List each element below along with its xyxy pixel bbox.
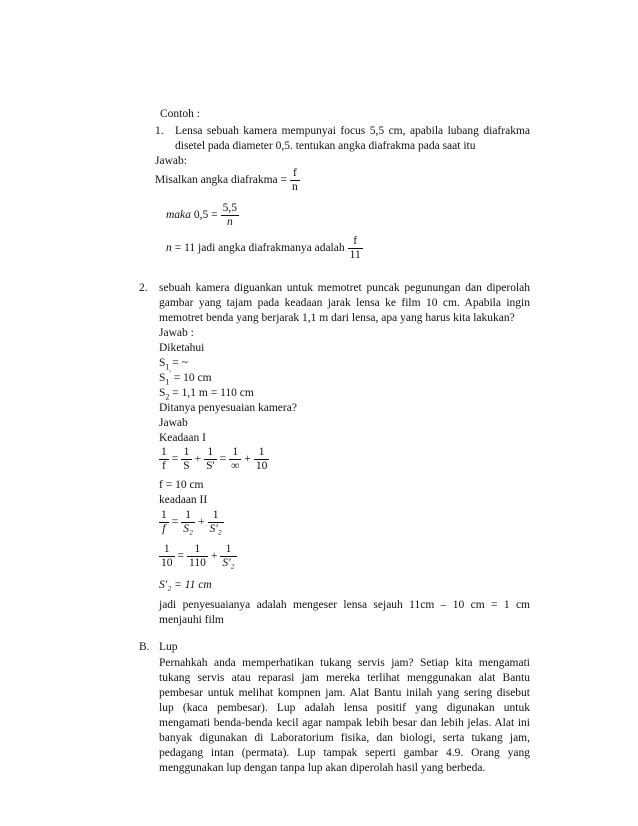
denominator: n bbox=[291, 181, 298, 193]
paragraph-line: tukang servis atau reparasi jam mereka terlihat menggunakan alat Bantu bbox=[159, 672, 530, 684]
formula-maka bbox=[166, 202, 239, 229]
formula-text: = 11 jadi angka diafrakmanya adalah bbox=[174, 242, 345, 255]
formula-result bbox=[166, 235, 363, 262]
lens-equation-case-1 bbox=[159, 446, 269, 473]
fraction bbox=[348, 235, 363, 262]
fraction bbox=[159, 543, 175, 570]
numerator: 1 bbox=[208, 509, 224, 523]
plus-sign: + bbox=[210, 550, 218, 563]
denominator: S₂ bbox=[183, 523, 193, 535]
numerator: 1 bbox=[161, 509, 167, 521]
conclusion-line: jadi penyesuaianya adalah mengeser lensa sejauh 11cm – 10 cm = 1 cm bbox=[159, 599, 530, 611]
fraction bbox=[220, 543, 236, 570]
case-1-result: f = 10 cm bbox=[159, 479, 204, 491]
numerator: 1 bbox=[187, 543, 208, 557]
known-label: Diketahui bbox=[159, 342, 205, 354]
answer-label: Jawab: bbox=[155, 155, 187, 167]
paragraph-line: Pernahkah anda memperhatikan tukang servis jam? Setiap kita mengamati bbox=[159, 657, 530, 669]
denominator: 11 bbox=[349, 249, 361, 261]
symbol: S bbox=[159, 387, 166, 399]
numerator: f bbox=[290, 167, 300, 181]
subscript: 1 bbox=[165, 362, 170, 372]
equals-sign: = bbox=[171, 516, 179, 529]
equals-sign: = bbox=[219, 453, 227, 466]
value: = 1,1 m = 110 cm bbox=[169, 387, 254, 399]
equals-sign: = bbox=[177, 550, 184, 563]
numerator: 1 bbox=[229, 446, 241, 460]
list-number: 2. bbox=[139, 282, 148, 294]
formula-text: maka bbox=[166, 209, 191, 222]
case-heading: keadaan II bbox=[159, 494, 208, 506]
known-s1 bbox=[159, 356, 188, 371]
fraction bbox=[204, 446, 216, 473]
equals-sign: = bbox=[171, 453, 179, 466]
value: = 10 cm bbox=[170, 372, 212, 384]
paragraph-line: pembesar untuk melihat kompnen jam. Alat Bantu inilah yang sering disebut bbox=[159, 687, 530, 699]
symbol: S bbox=[159, 372, 166, 384]
paragraph-line: lup (kaca pembesar). Lup adalah lensa positif yang digunakan untuk bbox=[159, 702, 530, 714]
denominator: 10 bbox=[161, 557, 173, 569]
answer-label: Jawab bbox=[159, 417, 188, 429]
paragraph-line: banyak digunakan di Laboratorium fisika, dan biologi, serta tukang jam, bbox=[159, 732, 530, 744]
fraction bbox=[254, 446, 270, 473]
problem-line: Lensa sebuah kamera mempunyai focus 5,5 cm, apabila lubang diafrakma bbox=[175, 125, 530, 137]
denominator: S'₂ bbox=[222, 557, 235, 569]
asked-line: Ditanya penyesuaian kamera? bbox=[159, 402, 297, 414]
denominator: f bbox=[162, 523, 166, 535]
paragraph-line: pedagang intan (permata). Lup tampak seperti gambar 4.9. Orang yang bbox=[159, 747, 530, 759]
section-label: B. bbox=[139, 641, 150, 653]
denominator: 110 bbox=[189, 557, 206, 569]
value: = ~ bbox=[169, 357, 188, 369]
problem-line: disetel pada diameter 0,5. tentukan angka diafrakma pada saat itu bbox=[175, 140, 476, 152]
numerator: 1 bbox=[159, 543, 175, 557]
fraction bbox=[208, 509, 224, 536]
lens-equation-case-2-values bbox=[159, 543, 237, 570]
paragraph-line: mengamati benda-benda kecil agar nampak lebih besar dan lebih jelas. Alat ini bbox=[159, 717, 530, 729]
problem-line: sebuah kamera diguankan untuk memotret puncak pegunungan dan diperolah bbox=[159, 282, 530, 294]
lens-equation-case-2 bbox=[159, 509, 224, 536]
case-2-result: S'₂ = 11 cm bbox=[159, 579, 212, 591]
known-s1-prime bbox=[159, 371, 212, 386]
fraction bbox=[159, 446, 169, 473]
formula-diafrakma bbox=[155, 167, 300, 194]
plus-sign: + bbox=[198, 516, 205, 529]
denominator: f bbox=[161, 460, 166, 472]
list-number: 1. bbox=[155, 125, 164, 137]
fraction bbox=[187, 543, 208, 570]
known-s2 bbox=[159, 386, 254, 401]
paragraph-line: menggunakan lup dengan tanpa lup akan diperolah hasil yang berbeda. bbox=[159, 762, 486, 774]
denominator: S' bbox=[206, 460, 215, 472]
numerator: f bbox=[348, 235, 363, 249]
fraction bbox=[290, 167, 300, 194]
plus-sign: + bbox=[194, 453, 202, 466]
fraction bbox=[181, 509, 195, 536]
numerator: 1 bbox=[161, 446, 167, 458]
numerator: 1 bbox=[220, 543, 236, 557]
numerator: 1 bbox=[181, 509, 195, 523]
case-heading: Keadaan I bbox=[159, 432, 206, 444]
fraction bbox=[159, 509, 169, 536]
fraction bbox=[229, 446, 241, 473]
denominator: 10 bbox=[255, 460, 268, 472]
problem-line: memotret benda yang berjarak 1,1 m dari lensa, apa yang harus kita lakukan? bbox=[159, 312, 515, 324]
denominator: n bbox=[226, 216, 233, 228]
numerator: 1 bbox=[254, 446, 270, 460]
numerator: 5,5 bbox=[222, 202, 238, 214]
formula-text: Misalkan angka diafrakma = bbox=[155, 174, 287, 187]
subscript: 2 bbox=[165, 392, 170, 402]
superscript: ' bbox=[169, 369, 171, 379]
conclusion-line: menjauhi film bbox=[159, 614, 224, 626]
problem-line: gambar yang tajam pada keadaan jarak lensa ke film 10 cm. Apabila ingin bbox=[159, 297, 530, 309]
subscript: 1 bbox=[165, 377, 170, 387]
formula-text: n bbox=[166, 242, 172, 255]
example-heading: Contoh : bbox=[160, 108, 200, 120]
section-title: Lup bbox=[159, 641, 178, 653]
numerator: 1 bbox=[204, 446, 216, 460]
answer-label: Jawab : bbox=[159, 327, 194, 339]
formula-text: 0,5 = bbox=[193, 209, 218, 222]
denominator: S'₂ bbox=[209, 523, 222, 535]
plus-sign: + bbox=[244, 453, 251, 466]
fraction bbox=[221, 202, 239, 229]
symbol: S bbox=[159, 357, 166, 369]
numerator: 1 bbox=[181, 446, 191, 460]
denominator: S bbox=[183, 460, 190, 472]
denominator: ∞ bbox=[231, 460, 240, 472]
fraction bbox=[181, 446, 191, 473]
